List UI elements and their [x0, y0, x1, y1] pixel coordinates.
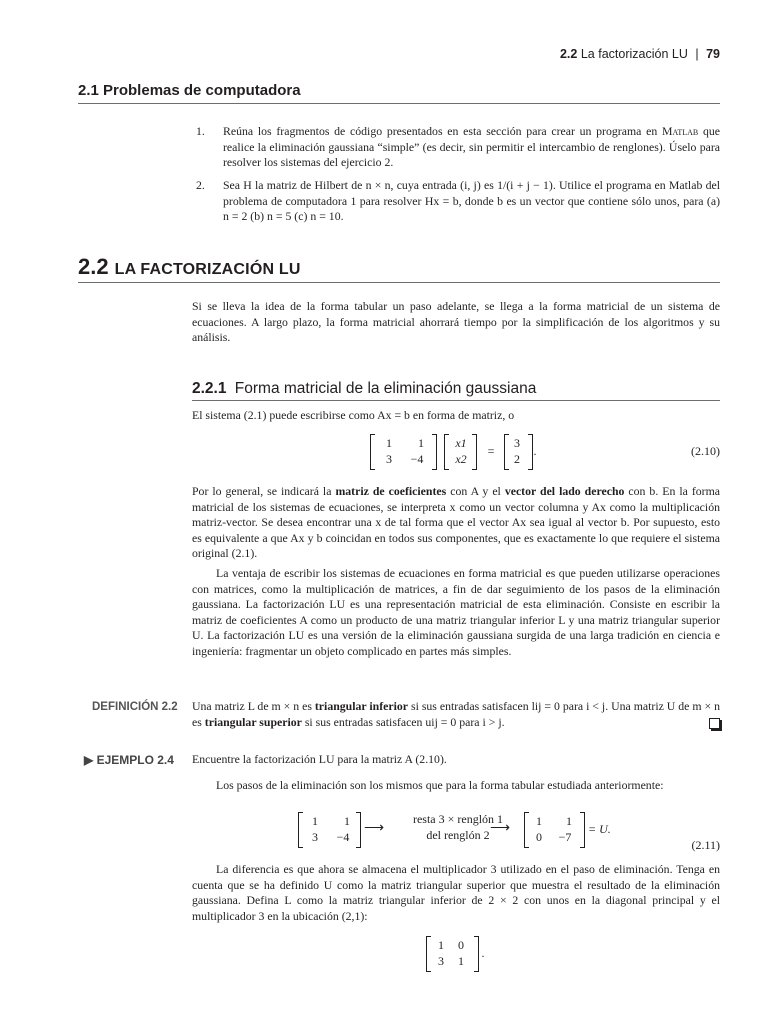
arrow-label-2: del renglón 2 — [426, 828, 490, 842]
matrix-cell: −4 — [336, 830, 350, 844]
bracket-left — [370, 434, 375, 470]
paragraph-1 — [192, 484, 720, 562]
matrix-cell: 1 — [418, 436, 424, 450]
equation-label: (2.11) — [691, 838, 720, 852]
bold-term: vector del lado derecho — [504, 484, 625, 498]
matrix-cell: 1 — [536, 814, 542, 828]
matrix-cell: 1 — [566, 814, 572, 828]
bracket-right — [472, 434, 477, 470]
matrix-cell: 3 — [438, 954, 444, 968]
bracket-right — [432, 434, 437, 470]
matrix-cell: 3 — [386, 452, 392, 466]
matrix-cell: −7 — [558, 830, 572, 844]
example-label — [84, 753, 174, 767]
vector-cell: 3 — [514, 436, 520, 450]
subsection-lead: El sistema (2.1) puede escribirse como Ax = b en forma de matriz, o — [192, 408, 515, 422]
text-run: si sus entradas satisfacen lij = 0 para i < j. Una matriz U de m × n es — [192, 699, 720, 729]
period: . — [533, 444, 537, 458]
l-matrix — [426, 936, 496, 972]
matrix-cell: 0 — [536, 830, 542, 844]
problem-item-1 — [196, 124, 720, 171]
vector-cell: x2 — [455, 452, 467, 466]
text-run: con A y el — [446, 484, 505, 498]
problem-text-b: que realice la eliminación gaussiana “simple” (es decir, sin permitir el intercambio de renglones). Úselo para resolver los sistemas del ejercicio 2. — [223, 124, 720, 170]
bracket-right — [580, 812, 585, 848]
matrix-cell: 1 — [312, 814, 318, 828]
definition-text — [192, 699, 720, 730]
subsection-title: Forma matricial de la eliminación gaussiana — [234, 380, 537, 397]
end-of-definition-icon — [709, 718, 720, 729]
problem-number: 2. — [196, 178, 205, 192]
paragraph-2: La ventaja de escribir los sistemas de ecuaciones en forma matricial es que pueden utilizarse operaciones con matrices, como la multiplicación de matrices, a fin de dar seguimiento de los pasos de la eliminación gaussiana. La factorización LU es una representación matricial de esta eliminación. Consiste en escribir la matriz de coeficientes A como un producto de una matriz triangular inferior L y una matriz triangular superior U. La factorización LU es una versión de la eliminación gaussiana surgida de una larga tradición en ciencia e ingeniería: fragmentar un objeto complicado en partes más simples. — [192, 566, 720, 658]
matrix-cell: 1 — [458, 954, 464, 968]
bracket-left — [298, 812, 303, 848]
matlab-word: Matlab — [661, 124, 699, 138]
matrix-cell: 3 — [312, 830, 318, 844]
matrix-cell: 1 — [344, 814, 350, 828]
bracket-right — [356, 812, 361, 848]
subsection-number: 2.2.1 — [192, 380, 227, 397]
chapter-heading — [78, 254, 301, 280]
header-separator: | — [695, 47, 699, 61]
problems-title-rule — [78, 103, 720, 104]
equation-2-10 — [370, 434, 550, 470]
bold-term: triangular superior — [204, 714, 302, 729]
problem-text-a: Reúna los fragmentos de código presentados en esta sección para crear un programa en — [223, 124, 662, 138]
bold-term: matriz de coeficientes — [335, 484, 447, 498]
arrow-icon: ⟶ — [364, 821, 385, 836]
triangle-marker-icon: ▶ — [84, 753, 94, 767]
period: . — [481, 946, 485, 960]
definition-label: DEFINICIÓN 2.2 — [92, 701, 178, 713]
matrix-cell: 1 — [386, 436, 392, 450]
header-page-number: 79 — [706, 47, 720, 61]
equation-2-11 — [298, 812, 638, 848]
example-prompt: Encuentre la factorización LU para la matriz A (2.10). — [192, 752, 447, 766]
arrow-icon: ⟶ — [490, 821, 511, 836]
equals-sign: = — [487, 444, 495, 458]
example-label-text: EJEMPLO 2.4 — [96, 753, 174, 767]
chapter-rule — [78, 282, 720, 283]
text-run: Por lo general, se indicará la — [192, 484, 336, 498]
matrix-cell: 0 — [458, 938, 464, 952]
subsection-heading — [192, 380, 536, 398]
paragraph-3: La diferencia es que ahora se almacena el multiplicador 3 utilizado en el paso de eliminación. Tenga en cuenta que se ha definido U como la matriz triangular superior que muestra el resultado de la eliminación gaussiana. Defina L como la matriz triangular inferior de 2 × 2 con unos en la diagonal principal y el multiplicador 3 en la ubicación (2,1): — [192, 862, 720, 923]
matrix-cell: −4 — [410, 452, 424, 466]
bold-term: triangular inferior — [314, 699, 409, 713]
bracket-left — [444, 434, 449, 470]
arrow-label-1: resta 3 × renglón 1 — [412, 812, 504, 826]
matrix-cell: 1 — [438, 938, 444, 952]
text-run: con b. En la forma matricial de los sistemas de ecuaciones, se interpreta x como un vector columna y Ax como la multiplicación matriz-vector. Se desea encontrar una x de tal forma que el vector Ax sea igual al vector b. Por supuesto, esto es equivalente a que Ax y b coincidan en todos sus componentes, que es exactamente lo que requiere el sistema original (2.1). — [192, 484, 720, 561]
vector-cell: x1 — [455, 436, 467, 450]
problems-title: 2.1 Problemas de computadora — [78, 82, 301, 99]
chapter-title: LA FACTORIZACIÓN LU — [114, 261, 301, 278]
chapter-intro: Si se lleva la idea de la forma tabular un paso adelante, se llega a la forma matricial de un sistema de ecuaciones. A largo plazo, la forma matricial ahorrará tiempo por la simplificación de los algoritmos y su análisis. — [192, 299, 720, 345]
text-run: si sus entradas satisfacen uij = 0 para i > j. — [301, 714, 505, 729]
problem-text: Sea H la matriz de Hilbert de n × n, cuya entrada (i, j) es 1/(i + j − 1). Utilice el programa en Matlab del problema de computadora 1 para resolver Hx = b, donde b es un vector que contiene sólo unos, para (a) n = 2 (b) n = 5 (c) n = 10. — [223, 178, 720, 224]
problem-item-2 — [196, 178, 720, 225]
equation-label: (2.10) — [691, 444, 720, 458]
header-title: La factorización LU — [580, 47, 688, 61]
example-steps: Los pasos de la eliminación son los mismos que para la forma tabular estudiada anteriormente: — [216, 778, 664, 792]
running-header — [560, 47, 720, 61]
subsection-rule — [192, 400, 720, 401]
equals-u: = U. — [588, 822, 611, 836]
header-section: 2.2 — [559, 47, 578, 61]
text-run: Una matriz L de m × n es — [192, 699, 315, 713]
problem-number: 1. — [196, 124, 205, 138]
chapter-number: 2.2 — [78, 254, 109, 279]
vector-cell: 2 — [514, 452, 520, 466]
